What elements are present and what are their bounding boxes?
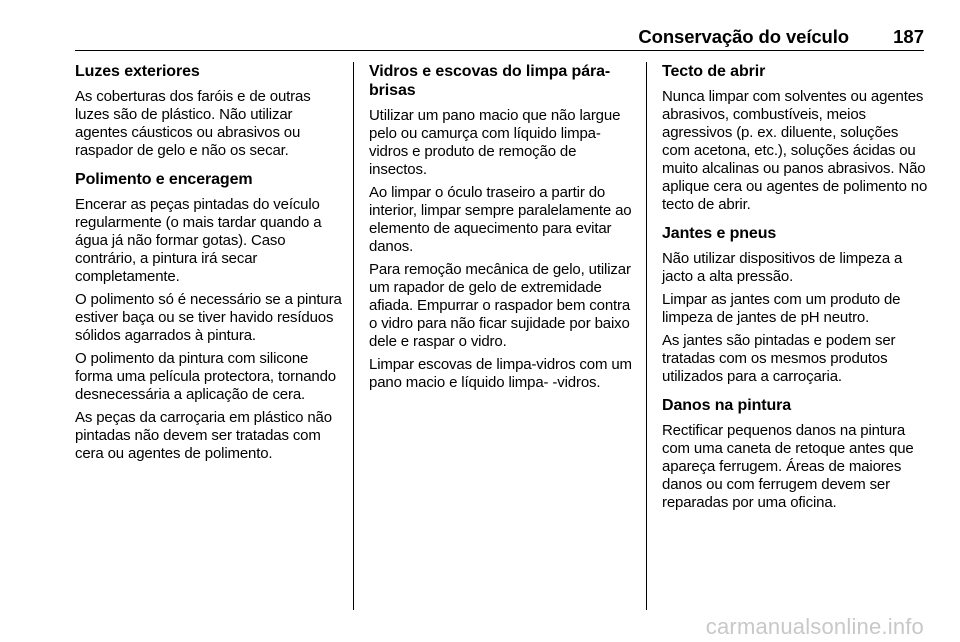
paragraph: Rectificar pequenos danos na pintura com uma caneta de retoque antes que apareça ferrugem. Áreas de maiores danos ou com ferrugem devem ser reparadas por uma oficina. (662, 422, 914, 511)
section-heading-wheels-tyres: Jantes e pneus (662, 225, 777, 242)
paragraph: Ao limpar o óculo traseiro a partir do interior, limpar sempre paralelamente ao elemento de aquecimento para evitar danos. (369, 184, 632, 255)
section-heading-sunroof: Tecto de abrir (662, 63, 766, 80)
paragraph: Limpar as jantes com um produto de limpeza de jantes de pH neutro. (662, 291, 901, 326)
page-header (75, 26, 924, 51)
page-number: 187 (893, 26, 924, 47)
section-heading-polishing-waxing: Polimento e enceragem (75, 171, 253, 188)
paragraph: Nunca limpar com solventes ou agentes abrasivos, combustíveis, meios agressivos (p. ex. diluente, soluções com acetona, etc.), soluções ácidas ou muito alcalinas ou panos abrasivos. Não aplique cera ou agentes de polimento no tecto de abrir. (662, 88, 928, 213)
section-heading-windows-wipers: Vidros e escovas do limpa pára-brisas (369, 63, 611, 99)
column-middle (369, 62, 637, 397)
paragraph: As peças da carroçaria em plástico não pintadas não devem ser tratadas com cera ou agentes de polimento. (75, 409, 332, 462)
paragraph: Utilizar um pano macio que não largue pelo ou camurça com líquido limpa-vidros e produto de remoção de insectos. (369, 107, 621, 178)
column-divider (353, 62, 354, 610)
watermark: carmanualsonline.info (705, 614, 924, 639)
paragraph: Limpar escovas de limpa-vidros com um pano macio e líquido limpa- -vidros. (369, 356, 632, 391)
paragraph: As coberturas dos faróis e de outras luzes são de plástico. Não utilizar agentes cáusticos ou abrasivos ou raspador de gelo e não os secar. (75, 88, 311, 159)
paragraph: O polimento da pintura com silicone forma uma película protectora, tornando desnecessária a aplicação de cera. (75, 350, 336, 403)
column-left (75, 62, 343, 468)
paragraph: As jantes são pintadas e podem ser tratadas com os mesmos produtos utilizados para a carroçaria. (662, 332, 896, 385)
paragraph: Não utilizar dispositivos de limpeza a jacto a alta pressão. (662, 250, 903, 285)
section-heading-paint-damage: Danos na pintura (662, 397, 792, 414)
page-title: Conservação do veículo (638, 26, 849, 47)
column-right (662, 62, 930, 517)
paragraph: Para remoção mecânica de gelo, utilizar um rapador de gelo de extremidade afiada. Empurrar o raspador bem contra o vidro para não ficar sujidade por baixo dele e raspar o vidro. (369, 261, 631, 350)
column-divider (646, 62, 647, 610)
paragraph: Encerar as peças pintadas do veículo regularmente (o mais tardar quando a água já não formar gotas). Caso contrário, a pintura irá secar completamente. (75, 196, 322, 285)
section-heading-exterior-lights: Luzes exteriores (75, 63, 200, 80)
paragraph: O polimento só é necessário se a pintura estiver baça ou se tiver havido resíduos sólidos agarrados à pintura. (75, 291, 342, 344)
